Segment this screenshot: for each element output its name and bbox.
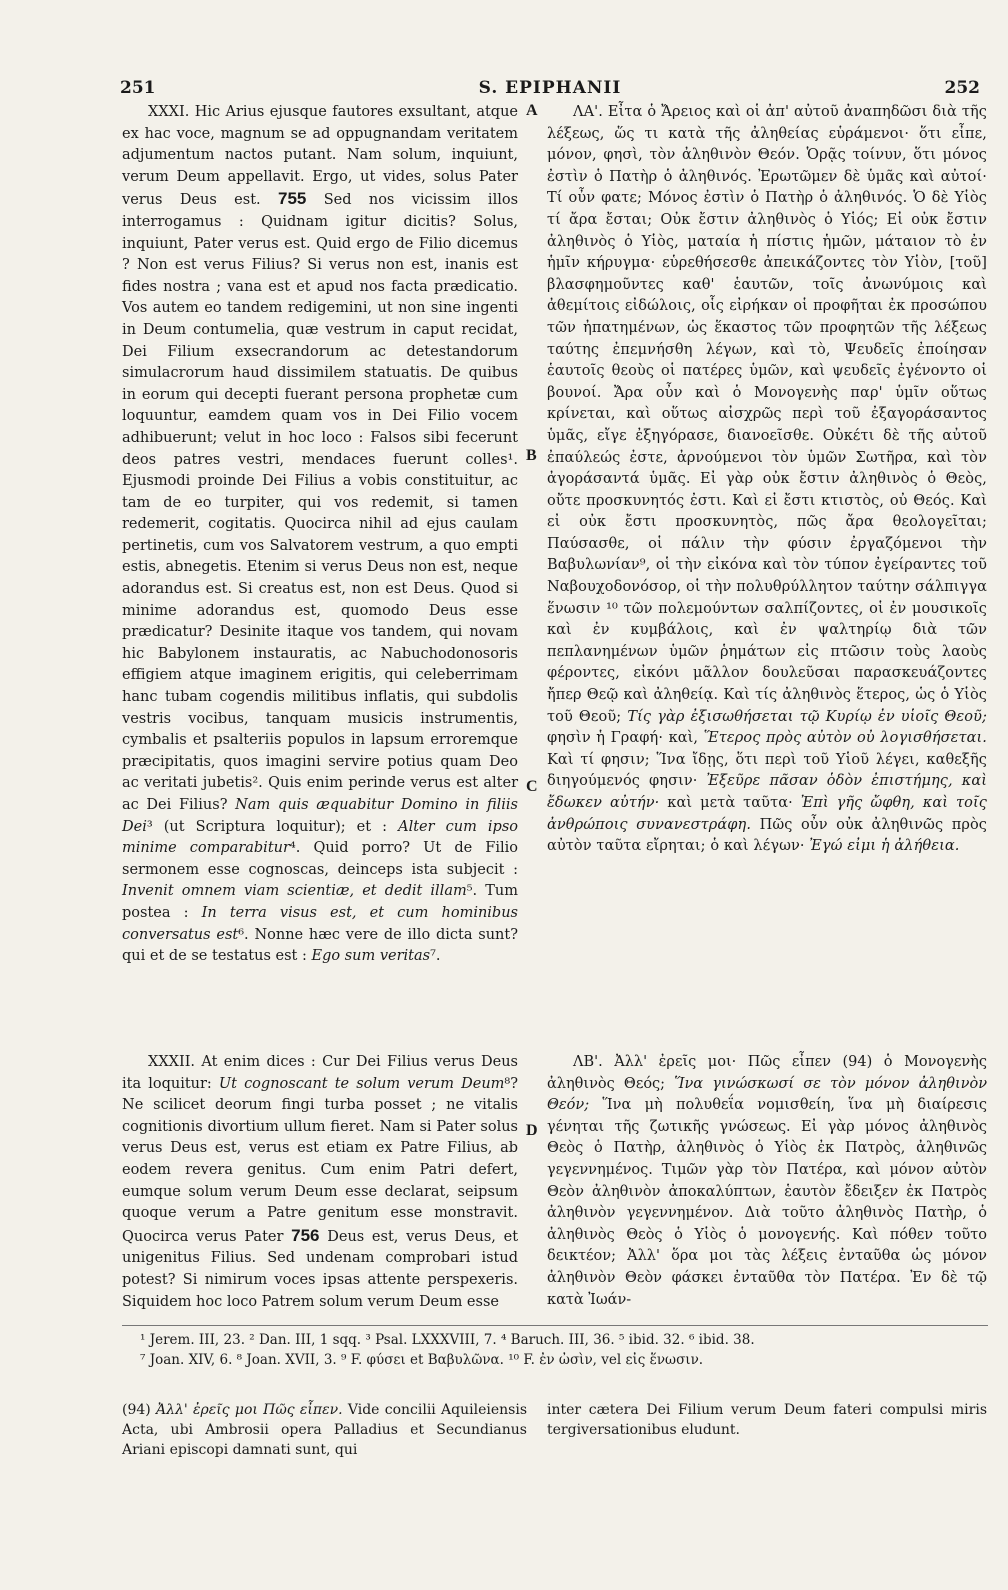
footnote-text-right: inter cætera Dei Filium verum Deum fateri compulsi miris tergiversationibus eludunt.: [547, 1402, 987, 1438]
right-page-number: 252: [944, 78, 980, 98]
margin-letter-a: A: [526, 102, 538, 119]
footnote-quote: Ἀλλ' ἐρεῖς μοι Πῶς εἶπεν.: [156, 1402, 343, 1418]
footnote-94-continued: [547, 1400, 987, 1440]
column-marker-756: 756: [291, 1225, 320, 1245]
notes-divider: [122, 1325, 988, 1326]
left-page-number: 251: [120, 78, 156, 98]
greek-paragraph-32: ΛΒ'. Ἀλλ' ἐρεῖς μοι· Πῶς εἶπεν (94) ὁ Μονογενὴς ἀληθινὸς Θεός; Ἵνα γινώσκωσί σε τὸν μόνον ἀληθινὸν Θεόν; Ἵνα μὴ πολυθεΐα νομισθείη, ἵνα μὴ διαίρεσις γένηται τῆς ζωτικῆς γνώσεως. Εἰ γὰρ μόνος ἀληθινὸς Θεὸς ὁ Πατὴρ, ἀληθινὸς ὁ Υἱὸς ἐκ Πατρὸς, ἀληθινῶς γεγεννημένος. Τιμῶν γὰρ τὸν Πατέρα, καὶ μόνον αὐτὸν Θεὸν ἀληθινὸν ἀποκαλύπτων, ἑαυτὸν ἔδειξεν ἐκ Πατρὸς ἀληθινὸν γεγεννημένον. Διὰ τοῦτο ἀληθινὸς Πατὴρ, ὁ ἀληθινὸς Θεὸς ὁ Υἱὸς ὁ μονογενής. Καὶ πόθεν τοῦτο δεικτέον; Ἀλλ' ὅρα μοι τὰς λέξεις ἐνταῦθα ὡς μόνον ἀληθινὸν Θεὸν φάσκει ἐνταῦθα τὸν Πατέρα. Ἐν δὲ τῷ κατὰ Ἰωάν-: [547, 1054, 988, 1308]
footnote-ref: (94): [122, 1402, 151, 1418]
notes-line-1: ¹ Jerem. III, 23. ² Dan. III, 1 sqq. ³ Psal. LXXXVIII, 7. ⁴ Baruch. III, 36. ⁵ ibid. 32. ⁶ ibid. 38.: [140, 1332, 755, 1348]
page-header: [120, 78, 980, 104]
greek-paragraph-31: ΛΑ'. Εἶτα ὁ Ἄρειος καὶ οἱ ἀπ' αὐτοῦ ἀναπηδῶσι διὰ τῆς λέξεως, ὥς τι κατὰ τῆς ἀληθείας εὑράμενοι· ὅτι εἶπε, μόνον, φησὶ, τὸν ἀληθινὸν Θεόν. Ὁρᾷς τοίνυν, ὅτι μόνος ἐστὶν ὁ Πατὴρ ὁ ἀληθινός. Ἐρωτῶμεν δὲ ὑμᾶς καὶ αὐτοί· Τί οὖν φατε; Μόνος ἐστὶν ὁ Πατὴρ ὁ ἀληθινός. Ὁ δὲ Υἱὸς τί ἄρα ἔσται; Οὐκ ἔστιν ἀληθινὸς ὁ Υἱός; Εἰ οὐκ ἔστιν ἀληθινὸς ὁ Υἱὸς, ματαία ἡ πίστις ἡμῶν, μάταιον τὸ ἐν ἡμῖν κήρυγμα· εὑρεθήσεσθε ἀπεικάζοντες τὸν Υἱὸν, [τοῦ] βλασφημοῦντες καθ' ἑαυτῶν, τοῖς ἀνωνύμοις καὶ ἀθεμίτοις εἰδώλοις, οἷς εἰρήκαν οἱ προφῆται ἐκ προσώπου τῶν ἠπατημένων, ὡς ἕκαστος τῶν προφητῶν τῆς λέξεως ταύτης ἐπεμνήσθη λέγων, καὶ τὸ, Ψευδεῖς ἐποίησαν ἑαυτοῖς θεοὺς οἱ πατέρες ὑμῶν, καὶ ψευδεῖς ἐγένοντο οἱ βουνοί. Ἄρα οὖν καὶ ὁ Μονογενὴς παρ' ὑμῖν οὕτως κρίνεται, καὶ οὕτως αἰσχρῶς περὶ τοῦ ἐξαγοράσαντος ὑμᾶς, εἴγε ἐξηγόρασε, διανοεῖσθε. Οὐκέτι δὲ τῆς αὐτοῦ ἐπαύλεώς ἐστε, ἀρνούμενοι τὸν ὑμῶν Σωτῆρα, καὶ τὸν ἀγοράσαντά ὑμᾶς. Εἰ γὰρ οὐκ ἔστιν ἀληθινὸς ὁ Θεὸς, οὔτε προσκυνητός ἐστι. Καὶ εἰ ἔστι κτιστὸς, οὐ Θεός. Καὶ εἰ οὐκ ἔστι προσκυνητὸς, πῶς ἄρα θεολογεῖται; Παύσασθε, οἱ πάλιν τὴν φύσιν ἐργαζόμενοι τὴν Βαβυλωνίαν⁹, οἱ τὴν εἰκόνα καὶ τὸν τύπον ἐγείραντες τοῦ Ναβουχοδονόσορ, οἱ τὴν πολυθρύλλητον ταύτην σάλπιγγα ἕνωσιν ¹⁰ τῶν πολεμούντων σαλπίζοντες, οἱ ἐν μουσικοῖς καὶ ἐν κυμβάλοις, καὶ ἐν ψαλτηρίῳ διὰ τῶν πεπλανημένων ὑμῶν ῥημάτων εἰς πτῶσιν τοὺς λαοὺς φέροντες, εἰκόνι μᾶλλον δουλεῦσαι παρασκευάζοντες ἤπερ Θεῷ καὶ ἀληθείᾳ. Καὶ τίς ἀληθινὸς ἕτερος, ὡς ὁ Υἱὸς τοῦ Θεοῦ; Τίς γὰρ ἐξισωθήσεται τῷ Κυρίῳ ἐν υἱοῖς Θεοῦ; φησὶν ἡ Γραφή· καὶ, Ἕτερος πρὸς αὐτὸν οὐ λογισθήσεται. Καὶ τί φησιν; Ἵνα ἴδῃς, ὅτι περὶ τοῦ Υἱοῦ λέγει, καθεξῆς διηγούμενός φησιν· Ἐξεῦρε πᾶσαν ὁδὸν ἐπιστήμης, καὶ ἔδωκεν αὐτήν· καὶ μετὰ ταῦτα· Ἐπὶ γῆς ὤφθη, καὶ τοῖς ἀνθρώποις συνανεστράφη. Πῶς οὖν οὐκ ἀληθινῶς πρὸς αὐτὸν ταῦτα εἴρηται; ὁ καὶ λέγων· Ἐγώ εἰμι ἡ ἀλήθεια.: [547, 104, 988, 855]
running-title: S. EPIPHANII: [478, 78, 622, 98]
latin-column: [122, 102, 518, 968]
column-marker-755: 755: [277, 189, 307, 209]
footnote-94: [122, 1400, 527, 1460]
greek-column: [547, 102, 987, 858]
scripture-notes: [140, 1330, 990, 1370]
latin-column-lower: [122, 1052, 518, 1313]
notes-line-2: ⁷ Joan. XIV, 6. ⁸ Joan. XVII, 3. ⁹ F. φύσει et Βαβυλῶνα. ¹⁰ F. ἐν ὠσὶν, vel εἰς ἕνωσιν.: [140, 1352, 704, 1368]
margin-letter-d: D: [526, 1122, 538, 1139]
latin-paragraph-31: XXXI. Hic Arius ejusque fautores exsultant, atque ex hac voce, magnum se ad oppugnandam veritatem adjumentum nactos putant. Nam solum, inquiunt, verum Deum appellavit. Ergo, ut vides, solus Pater verus Deus est. 755 Sed nos vicissim illos interrogamus : Quidnam igitur dicitis? Solus, inquiunt, Pater verus est. Quid ergo de Filio dicemus ? Non est verus Filius? Si verus non est, inanis est fides nostra ; vana est et apud nos facta prædicatio. Vos autem eo tandem redigemini, ut non sine ingenti in Deum contumelia, quæ vestrum in caput recidat, Dei Filium exsecrandorum ac detestandorum simulacrorum haud dissimilem statuatis. De quibus in eorum qui decepti fuerant persona prophetæ cum loquuntur, eamdem quam vos in Dei Filio vocem adhibuerunt; velut in hoc loco : Falsos sibi fecerunt deos patres vestri, mendaces fuerunt colles¹. Ejusmodi proinde Dei Filius a vobis constituitur, ac tam de eo turpiter, qui vos redemit, si tamen redemerit, cogitatis. Quocirca nihil ad ejus caulam pertinetis, cum vos Salvatorem vestrum, a quo empti estis, abnegetis. Etenim si verus Deus non est, neque adorandus est. Si creatus est, non est Deus. Quod si minime adorandus est, quomodo Deus esse prædicatur? Desinite itaque vos tandem, qui novam hic Babylonem instauratis, ac Nabuchodonosoris effigiem atque imaginem erigitis, qui celeberrimam hanc tubam cogendis militibus inflatis, qui subdolis vestris vocibus, tanquam musicis instrumentis, cymbalis et psalteriis populos in lapsum erroremque præcipitatis, quos imagini servire potius quam Deo ac veritati jubetis². Quis enim perinde verus est alter ac Dei Filius? Nam quis æquabitur Domino in filiis Dei³ (ut Scriptura loquitur); et : Alter cum ipso minime comparabitur⁴. Quid porro? Ut de Filio sermonem esse cognoscas, deinceps ista subjecit : Invenit omnem viam scientiæ, et dedit illam⁵. Tum postea : In terra visus est, et cum hominibus conversatus est⁶. Nonne hæc vere de illo dicta sunt? qui et de se testatus est : Ego sum veritas⁷.: [122, 104, 519, 965]
margin-letter-c: C: [526, 778, 538, 795]
greek-column-lower: [547, 1052, 987, 1311]
latin-paragraph-32: XXXII. At enim dices : Cur Dei Filius verus Deus ita loquitur: Ut cognoscant te solum verum Deum⁸? Ne scilicet deorum fingi turba posset ; ne vitalis cognitionis divortium ullum fieret. Nam si Pater solus verus Deus est, verus est etiam ex Patre Filius, ab eodem revera genitus. Cum enim Patri defert, eumque solum verum Deum esse declarat, seipsum quoque verum a Patre genitum esse monstravit. Quocirca verus Pater 756 Deus est, verus Deus, et unigenitus Filius. Sed undenam comprobari istud potest? Si nimirum voces ipsas attente perspexeris. Siquidem hoc loco Patrem solum verum Deum esse: [122, 1054, 519, 1310]
margin-letter-b: B: [526, 447, 537, 464]
footnote-text-left: Vide concilii Aquileiensis Acta, ubi Ambrosii opera Palladius et Secundianus Ariani episcopi damnati sunt, qui: [122, 1402, 528, 1458]
